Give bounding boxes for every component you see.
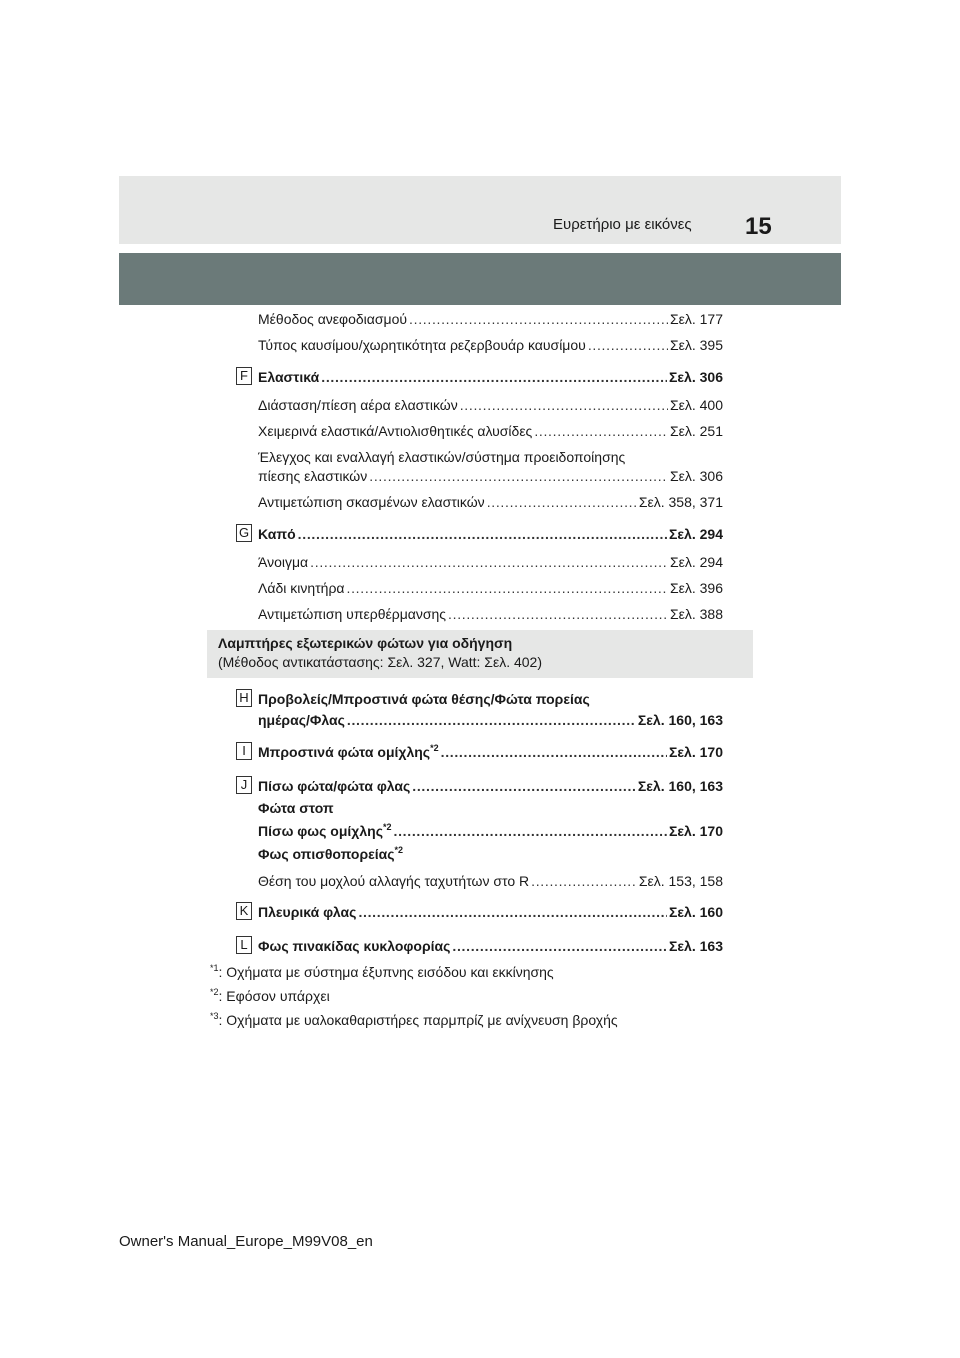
callout-letter: H	[236, 689, 252, 707]
index-entry: Λάδι κινητήρα . . . Σελ. 396	[258, 580, 723, 597]
index-entry: Ελαστικά . . . Σελ. 306	[258, 369, 723, 386]
index-entry: Πίσω φώτα/φώτα φλας . . . Σελ. 160, 163	[258, 778, 723, 795]
index-entry: Αντιμετώπιση υπερθέρμανσης . . . Σελ. 388	[258, 606, 723, 623]
footnote: $^{*1}$: Οχήματα με σύστημα έξυπνης εισόδου και εκκίνησης	[210, 963, 554, 980]
index-entry: Καπό . . . Σελ. 294	[258, 526, 723, 543]
info-box	[207, 630, 753, 678]
index-entry-line: Έλεγχος και εναλλαγή ελαστικών/σύστημα προειδοποίησης	[258, 449, 626, 465]
index-entry: Θέση του μοχλού αλλαγής ταχυτήτων στο R . . . Σελ. 153, 158	[258, 873, 723, 890]
index-entry: Διάσταση/πίεση αέρα ελαστικών . . . Σελ. 400	[258, 397, 723, 414]
index-entry: Πίσω φως ομίχλης$^{*2}$ . . . Σελ. 170	[258, 823, 723, 840]
index-entry: Αντιμετώπιση σκασμένων ελαστικών . . . Σελ. 358, 371	[258, 494, 723, 511]
index-entry-line: Φως οπισθοπορείας$^{*2}$	[258, 845, 404, 862]
info-box-subtitle: (Μέθοδος αντικατάστασης: Σελ. 327, Watt: Σελ. 402)	[218, 654, 543, 670]
index-entry: Μέθοδος ανεφοδιασμού . . . Σελ. 177	[258, 311, 723, 328]
callout-letter: G	[236, 524, 252, 542]
index-entry: Πλευρικά φλας . . . Σελ. 160	[258, 904, 723, 921]
index-entry: ημέρας/Φλας . . . Σελ. 160, 163	[258, 712, 723, 729]
callout-letter: J	[236, 776, 252, 794]
info-box-title: Λαμπτήρες εξωτερικών φώτων για οδήγηση	[218, 635, 513, 651]
footnote: $^{*3}$: Οχήματα με υαλοκαθαριστήρες παρμπρίζ με ανίχνευση βροχής	[210, 1011, 618, 1028]
section-title: Ευρετήριο με εικόνες	[553, 216, 692, 233]
index-entry: πίεσης ελαστικών . . . Σελ. 306	[258, 468, 723, 485]
index-entry-line: Προβολείς/Μπροστινά φώτα θέσης/Φώτα πορείας	[258, 691, 590, 707]
index-entry: Άνοιγμα . . . Σελ. 294	[258, 554, 723, 571]
index-entry-line: Φώτα στοπ	[258, 800, 334, 816]
index-entry: Φως πινακίδας κυκλοφορίας . . . Σελ. 163	[258, 938, 723, 955]
callout-letter: L	[236, 936, 252, 954]
footnote: $^{*2}$: Εφόσον υπάρχει	[210, 987, 330, 1004]
callout-letter: F	[236, 367, 252, 385]
callout-letter: I	[236, 742, 252, 760]
index-entry: Μπροστινά φώτα ομίχλης$^{*2}$ . . . Σελ. 170	[258, 744, 723, 761]
callout-letter: K	[236, 902, 252, 920]
page-number: 15	[745, 213, 772, 240]
document-footer: Owner's Manual_Europe_M99V08_en	[119, 1233, 373, 1250]
index-entry: Τύπος καυσίμου/χωρητικότητα ρεζερβουάρ καυσίμου . . . Σελ. 395	[258, 337, 723, 354]
index-entry: Χειμερινά ελαστικά/Αντιολισθητικές αλυσίδες . . . Σελ. 251	[258, 423, 723, 440]
